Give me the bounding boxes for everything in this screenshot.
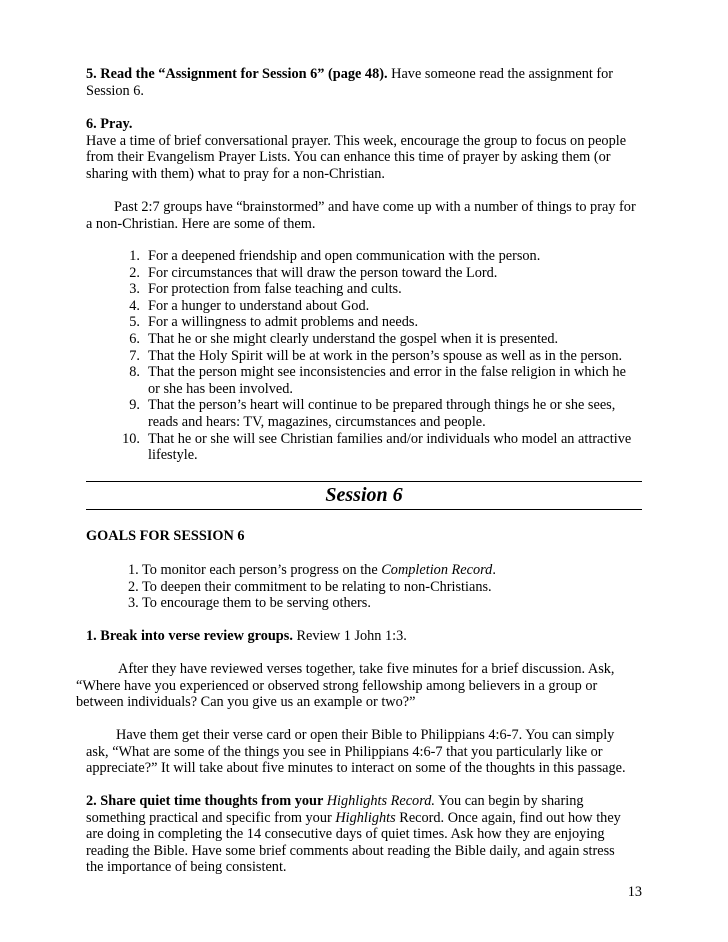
step1-paragraph xyxy=(86,628,646,645)
step6-line: sharing with them) what to pray for a non-Christian. xyxy=(86,165,385,182)
step2-text: You can begin by sharing xyxy=(434,793,584,809)
step1-heading: 1. Break into verse review groups. xyxy=(86,628,293,644)
list-item xyxy=(86,331,646,348)
list-number: 8. xyxy=(129,364,140,381)
list-number: 3. xyxy=(129,281,140,298)
step5-paragraph xyxy=(86,66,646,99)
prayer-intro-line: a non-Christian. Here are some of them. xyxy=(86,215,316,232)
list-item xyxy=(86,314,646,331)
step6-heading: 6. Pray. xyxy=(86,116,133,132)
step1-text: Review 1 John 1:3. xyxy=(292,628,407,644)
list-text: For a hunger to understand about God. xyxy=(148,297,370,314)
prayer-intro-line: Past 2:7 groups have “brainstormed” and have come up with a number of things to pray for xyxy=(114,199,636,215)
goal-emphasis: Completion Record xyxy=(381,562,493,578)
list-text: or she has been involved. xyxy=(148,380,293,397)
prayer-intro-paragraph xyxy=(86,199,646,232)
list-text: For a willingness to admit problems and needs. xyxy=(148,314,419,331)
list-text: lifestyle. xyxy=(148,447,198,464)
paragraph-line: reading the Bible. Have some brief comments about reading the Bible daily, and again stress xyxy=(86,842,615,859)
paragraph-line: between individuals? Can you give us an example or two?” xyxy=(76,694,416,711)
step5-text: Have someone read the assignment for xyxy=(387,66,614,82)
step6-line: from their Evangelism Prayer Lists. You can enhance this time of prayer by asking them (or xyxy=(86,149,611,166)
paragraph-line: the importance of being consistent. xyxy=(86,859,287,876)
divider-bottom xyxy=(86,509,642,510)
list-number: 5. xyxy=(129,314,140,331)
goal-text: 1. To monitor each person’s progress on the xyxy=(128,562,382,578)
list-number: 1. xyxy=(129,248,140,264)
list-text: That the Holy Spirit will be at work in the person’s spouse as well as in the person. xyxy=(148,347,623,364)
list-text: That he or she might clearly understand the gospel when it is presented. xyxy=(148,330,559,347)
list-number: 2. xyxy=(129,264,140,281)
divider-top xyxy=(86,481,642,482)
step6-paragraph xyxy=(86,116,646,182)
list-item xyxy=(86,364,646,397)
list-text: That he or she will see Christian families and/or individuals who model an attractive xyxy=(148,430,632,447)
step2-heading: 2. Share quiet time thoughts from your xyxy=(86,793,327,809)
list-number: 4. xyxy=(129,297,140,314)
step2-emphasis: Highlights xyxy=(335,809,396,826)
prayer-list xyxy=(86,248,646,464)
paragraph-line: are doing in completing the 14 consecutive days of quiet times. Ask how they are enjoying xyxy=(86,826,605,843)
list-item xyxy=(86,348,646,365)
step2-heading-italic: Highlights Record. xyxy=(326,793,435,809)
list-number: 6. xyxy=(129,330,140,347)
list-item xyxy=(86,397,646,430)
step2-text: something practical and specific from your xyxy=(86,809,336,826)
list-text: For a deepened friendship and open communication with the person. xyxy=(148,248,541,264)
goals-heading-text: GOALS FOR SESSION 6 xyxy=(86,528,245,544)
list-item xyxy=(86,248,646,265)
list-item xyxy=(86,281,646,298)
paragraph-line: ask, “What are some of the things you see in Philippians 4:6-7 that you particularly like or xyxy=(86,743,603,760)
list-text: For circumstances that will draw the person toward the Lord. xyxy=(148,264,498,281)
list-number: 7. xyxy=(129,347,140,364)
list-text: That the person’s heart will continue to be prepared through things he or she sees, xyxy=(148,397,616,414)
goal-item: 2. To deepen their commitment to be relating to non-Christians. xyxy=(128,578,492,595)
goals-heading xyxy=(86,528,646,545)
paragraph-line: “Where have you experienced or observed strong fellowship among believers in a group or xyxy=(76,677,598,694)
step2-text: Record. Once again, find out how they xyxy=(395,809,621,826)
list-item xyxy=(86,298,646,315)
goal-item xyxy=(128,562,648,579)
page-number: 13 xyxy=(627,884,642,900)
paragraph-line: After they have reviewed verses together, take five minutes for a brief discussion. Ask, xyxy=(118,661,615,677)
list-text: For protection from false teaching and cults. xyxy=(148,281,402,298)
step5-heading: 5. Read the “Assignment for Session 6” (page 48). xyxy=(86,66,388,82)
session-title: Session 6 xyxy=(325,484,403,506)
list-number: 10. xyxy=(122,430,140,447)
goal-text: . xyxy=(492,562,496,578)
step1-philippians-paragraph xyxy=(86,727,646,777)
step1-discussion-paragraph xyxy=(76,661,646,711)
goal-item: 3. To encourage them to be serving others. xyxy=(128,595,371,612)
paragraph-line: appreciate?” It will take about five minutes to interact on some of the thoughts in this passage. xyxy=(86,760,626,777)
list-item xyxy=(86,431,646,464)
step6-line: Have a time of brief conversational prayer. This week, encourage the group to focus on people xyxy=(86,132,627,149)
step5-text-line2: Session 6. xyxy=(86,82,144,99)
list-text: That the person might see inconsistencies and error in the false religion in which he xyxy=(148,364,627,381)
list-number: 9. xyxy=(129,397,140,414)
paragraph-line: Have them get their verse card or open their Bible to Philippians 4:6-7. You can simply xyxy=(116,727,615,743)
list-item xyxy=(86,265,646,282)
step2-paragraph xyxy=(86,793,646,876)
goals-list xyxy=(128,562,648,612)
list-text: reads and hears: TV, magazines, circumstances and people. xyxy=(148,413,486,430)
